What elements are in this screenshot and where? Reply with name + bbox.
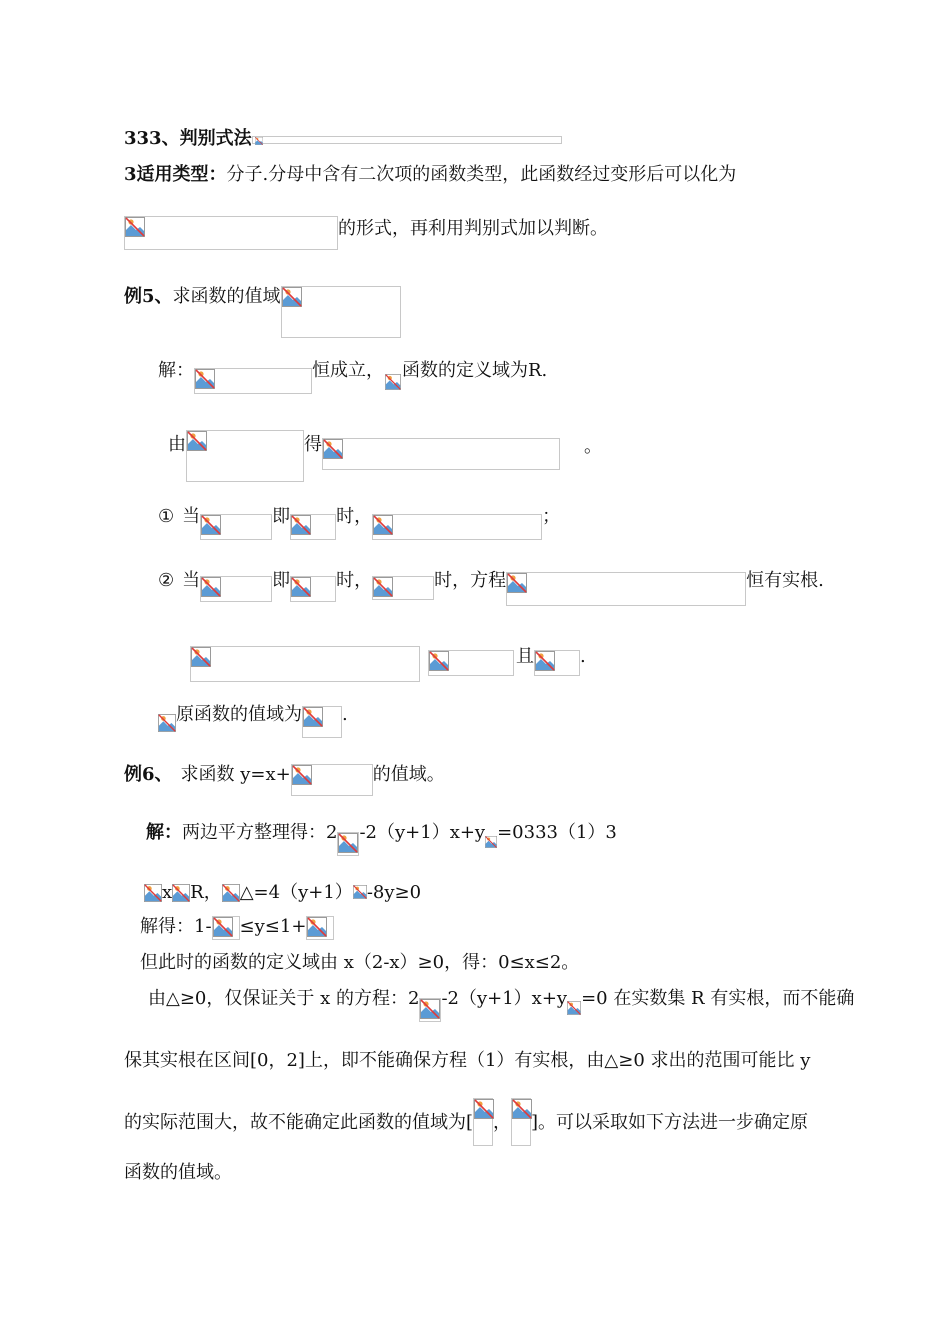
formula-image-icon — [353, 882, 367, 904]
line7-comma: ， — [493, 1112, 512, 1133]
line5-b: -2（y+1）x+y — [441, 988, 568, 1009]
formula-image-icon — [290, 514, 336, 540]
solution-text-a: 两边平方整理得：2 — [182, 822, 338, 843]
line3-b: ≤y≤1+ — [239, 916, 307, 937]
ex6-solution-5 — [148, 988, 854, 1022]
formula-image-icon — [506, 572, 746, 606]
formula-image-icon — [428, 650, 514, 676]
line5-a: 由△≥0，仅保证关于 x 的方程：2 — [148, 988, 420, 1009]
ex6-question-b: 的值域。 — [372, 764, 445, 785]
formula-image-icon — [419, 998, 441, 1022]
from-text: 由 — [168, 434, 186, 455]
formula-image-icon — [281, 286, 401, 338]
section-heading — [124, 128, 562, 150]
therefore-image-icon — [384, 374, 402, 390]
therefore-image-icon — [158, 714, 176, 732]
ex5-case-1 — [158, 506, 560, 540]
because-image-icon — [144, 884, 162, 902]
equation-text: 时，方程 — [434, 570, 507, 591]
line4-text: 但此时的函数的定义域由 x（2-x）≥0，得：0≤x≤2。 — [140, 952, 580, 973]
formula-image-icon — [212, 916, 240, 940]
has-root-text: 恒有实根. — [746, 570, 824, 591]
formula-image-icon — [567, 998, 581, 1020]
period-text: . — [342, 704, 348, 725]
case-1-mark: ① — [158, 506, 175, 527]
formula-image-icon — [306, 916, 334, 940]
ex5-label: 例5、 — [124, 286, 173, 307]
ex5-question-text: 求函数的值域 — [172, 286, 281, 307]
and-text: 且 — [516, 646, 534, 667]
formula-image-icon — [290, 576, 336, 602]
line7-b: ]。可以采取如下方法进一步确定原 — [531, 1112, 809, 1133]
formula-image-icon — [302, 706, 342, 738]
formula-image-icon — [511, 1098, 531, 1146]
when-text: 当 — [182, 506, 201, 527]
period-text: . — [580, 646, 586, 667]
when-text: 当 — [182, 570, 201, 591]
section-title: 333、判别式法 — [124, 128, 252, 149]
line7-a: 的实际范围大，故不能确定此函数的值域为[ — [124, 1112, 474, 1133]
therefore-image-icon — [222, 884, 240, 902]
ex6-question — [124, 764, 445, 796]
delta-end-text: -8y≥0 — [366, 882, 422, 903]
solution-label: 解： — [146, 822, 182, 843]
case-2-mark: ② — [158, 570, 175, 591]
ex5-range — [158, 704, 348, 738]
formula-image-icon — [190, 646, 420, 682]
ex6-solution-3 — [140, 916, 334, 940]
ex6-solution-4 — [140, 952, 579, 974]
ex5-case-2 — [158, 570, 824, 606]
formula-image-icon — [485, 832, 497, 852]
ex5-question — [124, 286, 401, 338]
ex6-question-a: 求函数 y=x+ — [180, 764, 291, 785]
formula-image-icon — [473, 1098, 493, 1146]
ex6-solution-1 — [146, 822, 617, 856]
end-mark: 。 — [584, 436, 602, 457]
ex6-label: 例6、 — [124, 764, 173, 785]
range-text: 原函数的值域为 — [176, 704, 302, 725]
ex6-solution-8 — [124, 1162, 232, 1184]
ex5-solution-1 — [158, 360, 547, 394]
ex6-solution-7 — [124, 1098, 808, 1146]
element-of-image-icon — [172, 884, 190, 902]
formula-image-icon — [200, 514, 272, 540]
formula-image-icon — [372, 576, 434, 600]
line5-c: =0 在实数集 R 有实根，而不能确 — [581, 988, 855, 1009]
ie-text: 即 — [272, 570, 291, 591]
domain-text: 函数的定义域为R. — [402, 360, 548, 381]
formula-image-icon — [186, 430, 304, 482]
get-text: 得 — [304, 434, 322, 455]
solution-prefix: 解： — [158, 360, 194, 381]
line3-a: 解得：1- — [140, 916, 212, 937]
formula-image-icon — [194, 368, 312, 394]
ie-text: 即 — [272, 506, 291, 527]
formula-image-icon — [534, 650, 580, 676]
always-text: 恒成立， — [312, 360, 384, 381]
ex6-solution-2 — [144, 882, 421, 904]
form-line — [124, 216, 608, 250]
time-text: 时， — [336, 506, 373, 527]
line6-text: 保其实根在区间[0，2]上，即不能确保方程（1）有实根，由△≥0 求出的范围可能比 y — [124, 1050, 811, 1071]
solution-text-b: -2（y+1）x+y — [359, 822, 486, 843]
ex5-solution-2 — [168, 430, 602, 482]
form-text: 的形式，再利用判别式加以判断。 — [338, 218, 608, 239]
formula-image-icon — [337, 832, 359, 856]
time-text: 时， — [336, 570, 373, 591]
x-text: x — [162, 882, 173, 903]
broken-image-icon — [252, 136, 562, 144]
formula-image-icon — [322, 438, 560, 470]
formula-image-icon — [200, 576, 272, 602]
formula-image-icon — [124, 216, 338, 250]
type-line — [124, 164, 736, 186]
line8-text: 函数的值域。 — [124, 1162, 232, 1183]
formula-image-icon — [291, 764, 373, 796]
semicolon-text: ； — [542, 506, 561, 527]
delta-text: △=4（y+1） — [239, 882, 353, 903]
solution-text-c: =0333（1）3 — [497, 822, 617, 843]
type-text: 分子.分母中含有二次项的函数类型，此函数经过变形后可以化为 — [226, 164, 737, 185]
type-label: 3适用类型： — [124, 164, 227, 185]
ex6-solution-6 — [124, 1050, 810, 1072]
ex5-condition — [190, 646, 586, 682]
r-text: R， — [190, 882, 222, 903]
formula-image-icon — [372, 514, 542, 540]
